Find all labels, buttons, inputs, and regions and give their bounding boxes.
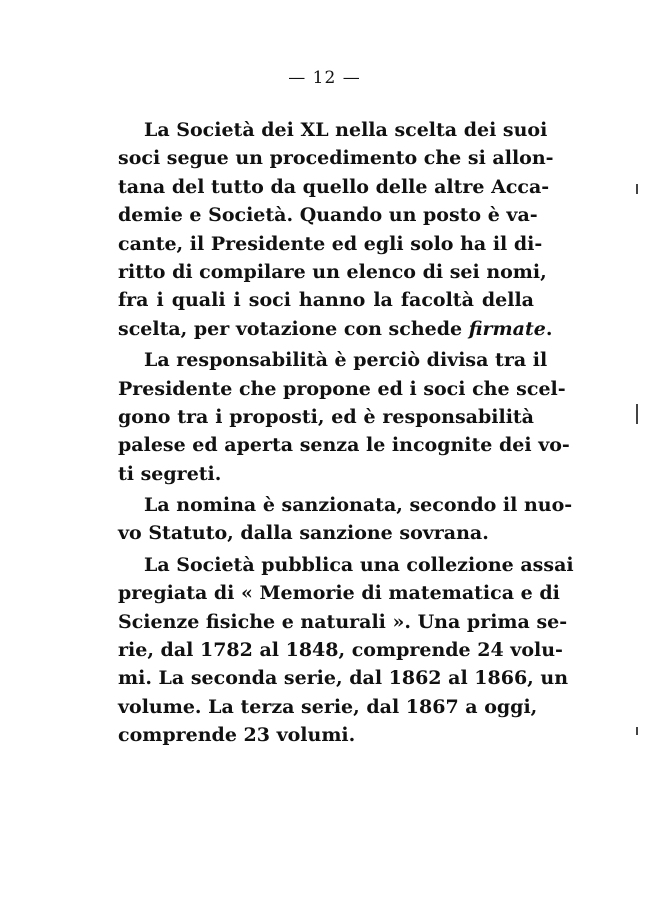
body-text bbox=[118, 116, 574, 750]
text-line bbox=[118, 315, 553, 343]
text-line: Presidente che propone ed i soci che scel- bbox=[118, 377, 566, 400]
text-line: Scienze fisiche e naturali ». Una prima se- bbox=[118, 610, 568, 633]
text-line: La Società dei XL nella scelta dei suoi bbox=[144, 119, 548, 141]
text-line: tana del tutto da quello delle altre Acca- bbox=[118, 175, 550, 198]
text-line: vo Statuto, dalla sanzione sovrana. bbox=[118, 522, 489, 545]
page-number: — 12 — bbox=[288, 68, 361, 88]
text-fragment: scelta, per votazione con schede bbox=[118, 317, 469, 340]
text-line: rie, dal 1782 al 1848, comprende 24 volu- bbox=[118, 639, 563, 662]
text-line: La Società pubblica una collezione assai bbox=[144, 553, 574, 576]
emphasis-word: firmate bbox=[468, 317, 546, 340]
scan-mark bbox=[636, 727, 638, 735]
scan-mark bbox=[636, 184, 638, 194]
text-fragment: . bbox=[545, 317, 553, 340]
text-line: ti segreti. bbox=[118, 462, 222, 485]
text-line: demie e Società. Quando un posto è va- bbox=[118, 204, 538, 227]
text-line: gono tra i proposti, ed è responsabilità bbox=[118, 405, 534, 428]
text-line: cante, il Presidente ed egli solo ha il di- bbox=[118, 232, 543, 255]
text-line: La nomina è sanzionata, secondo il nuo- bbox=[144, 494, 573, 517]
text-line: mi. La seconda serie, dal 1862 al 1866, un bbox=[118, 667, 569, 690]
text-line: La responsabilità è perciò divisa tra il bbox=[144, 349, 548, 372]
text-line: volume. La terza serie, dal 1867 a oggi, bbox=[118, 695, 538, 718]
text-line: comprende 23 volumi. bbox=[118, 724, 356, 747]
text-line: fra i quali i soci hanno la facoltà della bbox=[118, 289, 534, 312]
text-line: ritto di compilare un elenco di sei nomi, bbox=[118, 260, 547, 283]
text-line: soci segue un procedimento che si allon- bbox=[118, 147, 554, 170]
scan-mark bbox=[636, 404, 638, 424]
text-line: pregiata di « Memorie di matematica e di bbox=[118, 582, 560, 605]
text-line: palese ed aperta senza le incognite dei vo- bbox=[118, 434, 570, 457]
